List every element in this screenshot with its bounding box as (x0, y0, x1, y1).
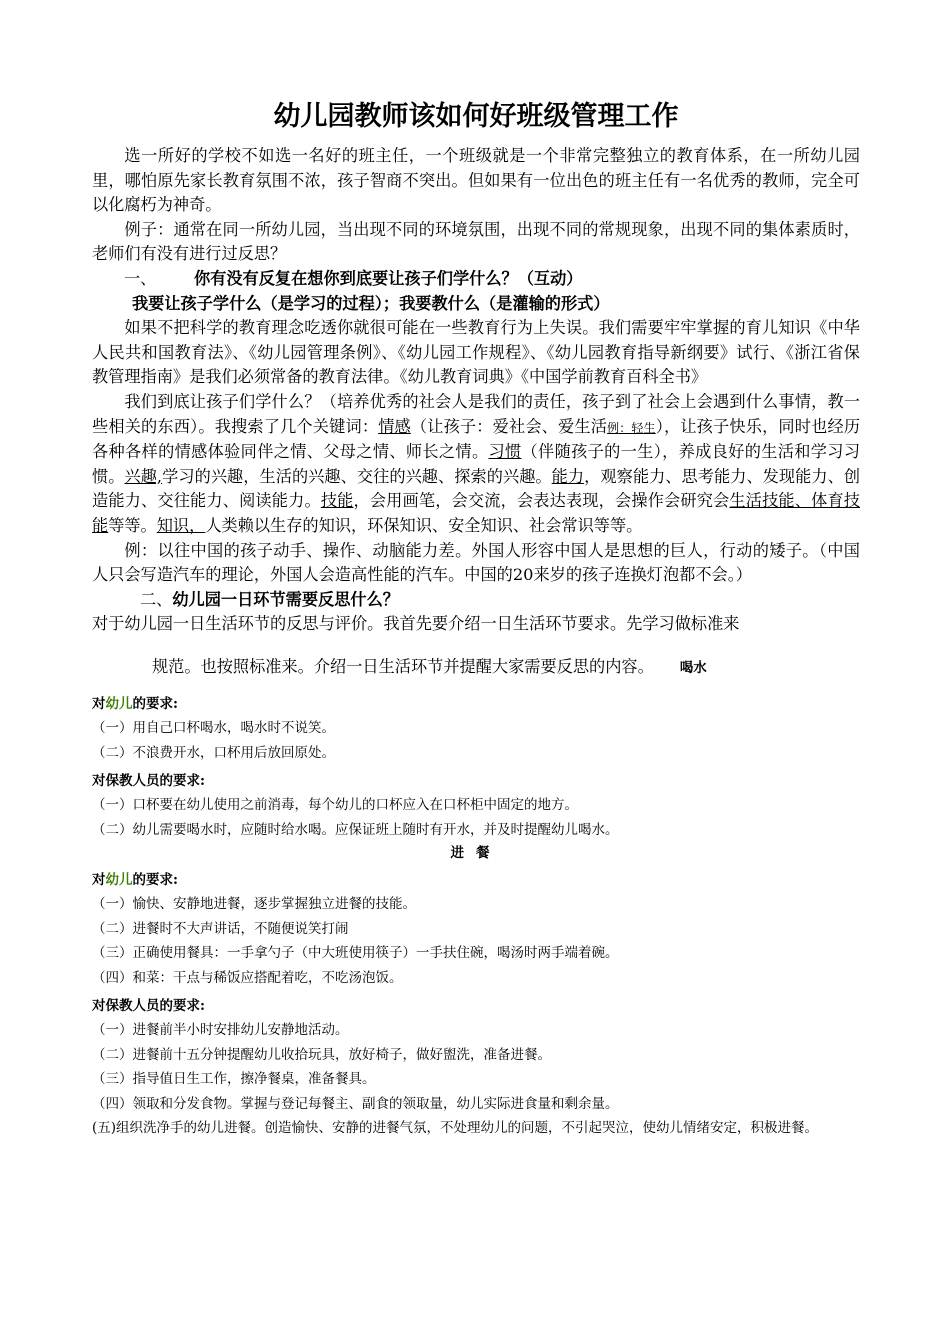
list-item: （三）指导值日生工作，擦净餐桌，准备餐具。 (92, 1071, 376, 1088)
meal-child-req-heading (92, 870, 860, 890)
drink-section-title: 喝水 (679, 659, 707, 676)
req-suffix: 的要求: (132, 696, 178, 713)
laws-paragraph: 如果不把科学的教育理念吃透你就很可能在一些教育行为上失误。我们需要牢牢掌握的育儿知识《中华人民共和国教育法》、《幼儿园管理条例》、《幼儿园工作规程》、《幼儿园教育指导新纲要》试行、《浙江省保教管理指南》是我们必须常备的教育法律。《幼儿教育词典》《中国学前教育百科全书》 (92, 318, 860, 387)
list-item: （三）正确使用餐具：一手拿勺子（中大班使用筷子）一手扶住碗，喝汤时两手端着碗。 (92, 945, 619, 962)
meal-section-title: 进餐 (450, 845, 502, 862)
kw-text-2: （让孩子：爱社会、爱生活 (410, 416, 608, 436)
kw-interest: 兴趣, (124, 466, 163, 486)
kw-text-8: 等等。 (108, 515, 157, 535)
daily-intro-line: 对于幼儿园一日生活环节的反思与评价。我首先要介绍一日生活环节要求。先学习做标准来 (92, 614, 740, 634)
section-one-heading (92, 267, 860, 292)
list-item: （四）和菜：干点与稀饭应搭配着吃，不吃汤泡饭。 (92, 969, 403, 986)
drink-child-req-heading (92, 694, 860, 714)
list-item: （二）进餐时不大声讲话，不随便说笑打闹 (92, 920, 349, 937)
kw-emotion: 情感 (378, 416, 411, 436)
kw-example-note: 例：轻生 (607, 420, 656, 435)
kw-text-4: （伴随孩子的一生），养成良好的生活和学习习惯。 (92, 442, 861, 486)
document-title: 幼儿园教师该如何好班级管理工作 (273, 101, 679, 132)
kw-life-skills: 生活技能、体育技能 (92, 491, 860, 535)
req-prefix: 对 (92, 872, 106, 889)
req-prefix: 对 (92, 696, 106, 713)
list-item: （二）幼儿需要喝水时，应随时给水喝。应保证班上随时有开水，并及时提醒幼儿喝水。 (92, 821, 619, 838)
list-item: （四）领取和分发食物。掌握与登记每餐主、副食的领取量，幼儿实际进食量和剩余量。 (92, 1095, 619, 1112)
daily-intro-line-2 (92, 655, 860, 681)
kw-text-5: 学习的兴趣，生活的兴趣、交往的兴趣、探索的兴趣。 (162, 466, 552, 486)
section-one-number: 一、 (124, 268, 157, 288)
list-item: （一）用自己口杯喝水，喝水时不说笑。 (92, 720, 335, 737)
section-two-title: 幼儿园一日环节需要反思什么？ (172, 589, 399, 609)
req-child-word: 幼儿 (105, 696, 133, 713)
kw-text-6: ，观察能力、思考能力、发现能力、创造能力、交往能力、阅读能力。 (92, 466, 861, 511)
list-item: （二）进餐前十五分钟提醒幼儿收拾玩具，放好椅子，做好盥洗，准备进餐。 (92, 1046, 551, 1063)
example-paragraph-2: 例：以往中国的孩子动手、操作、动脑能力差。外国人形容中国人是思想的巨人，行动的矮子。（中国人只会写造汽车的理论，外国人会造高性能的汽车。中国的20来岁的孩子连换灯泡都不会。） (92, 540, 860, 585)
kw-text-3: ），让孩子快乐，同时也经历各种各样的情感体验同伴之情、父母之情、师长之情。 (92, 416, 861, 462)
section-two-heading (92, 588, 860, 613)
list-item: （一）口杯要在幼儿使用之前消毒，每个幼儿的口杯应入在口杯柜中固定的地方。 (92, 797, 578, 814)
example-paragraph: 例子：通常在同一所幼儿园，当出现不同的环境氛围，出现不同的常规现象，出现不同的集体素质时，老师们有没有进行过反思？ (92, 219, 860, 264)
req-child-word: 幼儿 (105, 872, 133, 889)
kw-text-1: 我们到底让孩子们学什么？（培养优秀的社会人是我们的责任，孩子到了社会上会遇到什么事情，教一些相关的东西）。我搜索了几个关键词： (92, 391, 860, 436)
section-two-number: 二、 (140, 589, 173, 609)
meal-staff-req-heading: 对保教人员的要求: (92, 998, 205, 1015)
kw-text-7: ，会用画笔，会交流，会表达表现，会操作会研究会 (353, 491, 730, 511)
drink-staff-req-heading: 对保教人员的要求: (92, 773, 205, 790)
section-one-subheading: 我要让孩子学什么（是学习的过程）；我要教什么（是灌输的形式） (132, 293, 610, 313)
section-one-title: 你有没有反复在想你到底要让孩子们学什么？（互动） (194, 268, 583, 288)
list-item: (五)组织洗净手的幼儿进餐。创造愉快、安静的进餐气氛，不处理幼儿的问题，不引起哭泣，使幼儿情绪安定，积极进餐。 (92, 1120, 819, 1137)
document-page (92, 100, 860, 1141)
kw-skill: 技能 (320, 491, 354, 511)
list-item: （一）愉快、安静地进餐，逐步掌握独立进餐的技能。 (92, 896, 416, 913)
kw-text-9: 人类赖以生存的知识，环保知识、安全知识、社会常识等等。 (205, 515, 643, 535)
req-suffix: 的要求: (132, 872, 178, 889)
list-item: （一）进餐前半小时安排幼儿安静地活动。 (92, 1022, 349, 1039)
kw-knowledge: 知识， (156, 515, 206, 535)
kw-habit: 习惯 (488, 442, 522, 462)
kw-ability: 能力 (551, 466, 585, 486)
intro-paragraph: 选一所好的学校不如选一名好的班主任，一个班级就是一个非常完整独立的教育体系，在一所幼儿园里，哪怕原先家长教育氛围不浓，孩子智商不突出。但如果有一位出色的班主任有一名优秀的教师，完全可以化腐朽为神奇。 (92, 146, 860, 215)
daily-intro-text: 规范。也按照标准来。介绍一日生活环节并提醒大家需要反思的内容。 (152, 656, 654, 676)
list-item: （二）不浪费开水，口杯用后放回原处。 (92, 744, 335, 761)
keywords-paragraph (92, 390, 860, 539)
